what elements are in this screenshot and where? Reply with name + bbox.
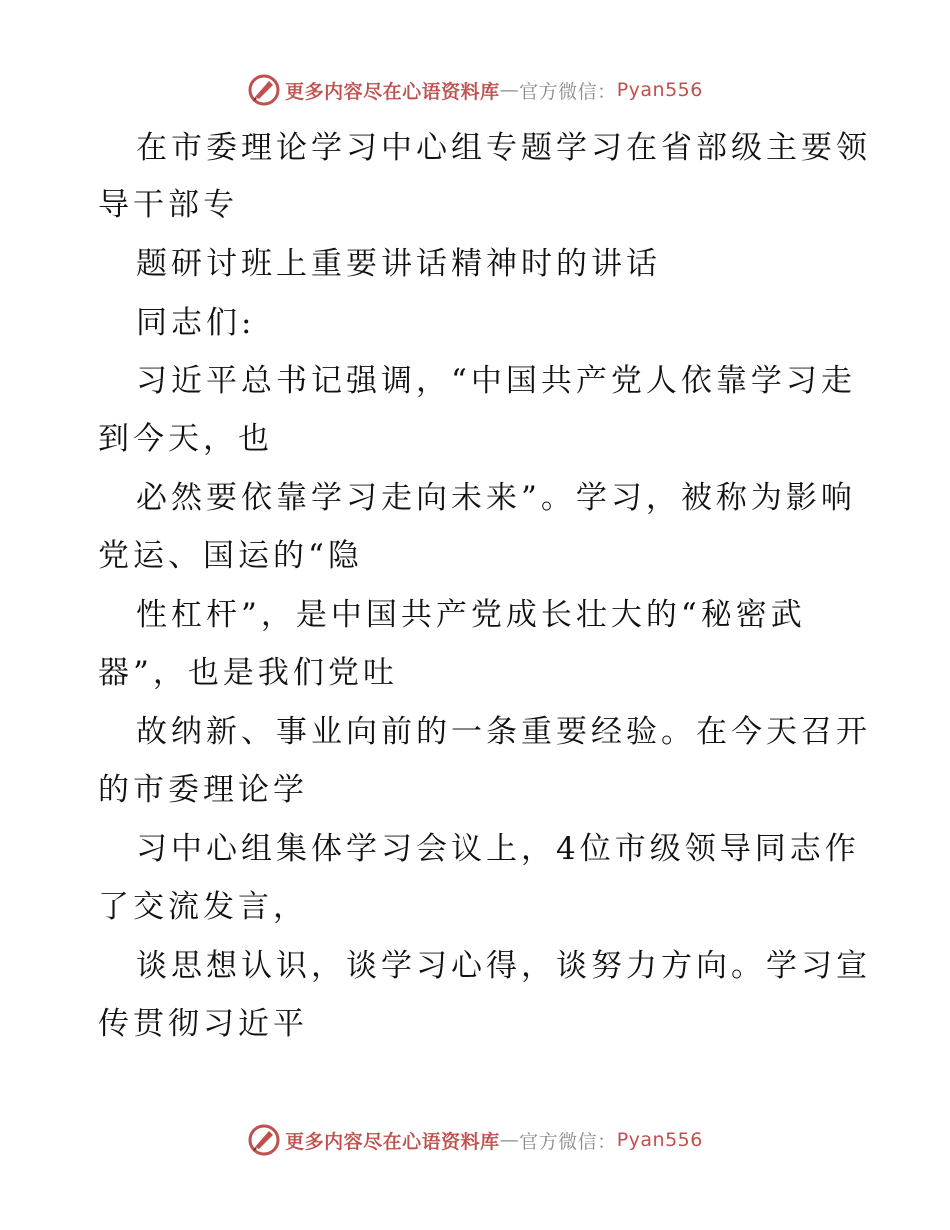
watermark-dash: — [499,1129,520,1151]
text-line: 同志们: [136,305,256,341]
pen-logo-icon [247,1123,281,1157]
text-line: 在市委理论学习中心组专题学习在省部级主要领 [136,130,871,166]
watermark-wechat-label: 官方微信： [519,80,617,103]
text-line: 器”，也是我们党吐 [98,655,398,691]
pen-logo-icon [247,73,281,107]
text-line: 了交流发言， [98,889,308,925]
watermark-main-text: 更多内容尽在心语资料库 [285,1130,500,1153]
text-line: 谈思想认识，谈学习心得，谈努力方向。学习宣 [136,948,871,984]
text-line: 传贯彻习近平 [98,1006,308,1042]
text-line: 习中心组集体学习会议上，4位市级领导同志作 [136,831,860,867]
watermark-wechat-id: Pyan556 [616,79,703,101]
text-line: 党运、国运的“隐 [98,538,363,574]
watermark-wechat-id: Pyan556 [616,1129,703,1151]
text-line: 题研讨班上重要讲话精神时的讲话 [136,246,661,282]
watermark-main-text: 更多内容尽在心语资料库 [285,80,500,103]
footer-watermark [0,1120,950,1160]
text-line: 到今天，也 [98,421,273,457]
text-line: 性杠杆”，是中国共产党成长壮大的“秘密武 [136,597,806,633]
text-line: 导干部专 [98,187,238,223]
watermark-dash: — [499,79,520,101]
text-line: 必然要依靠学习走向未来”。学习，被称为影响 [136,480,856,516]
text-line: 故纳新、事业向前的一条重要经验。在今天召开 [136,714,871,750]
watermark-wechat-label: 官方微信： [519,1130,617,1153]
header-watermark [0,70,950,110]
text-line: 习近平总书记强调，“中国共产党人依靠学习走 [136,363,856,399]
text-line: 的市委理论学 [98,772,308,808]
